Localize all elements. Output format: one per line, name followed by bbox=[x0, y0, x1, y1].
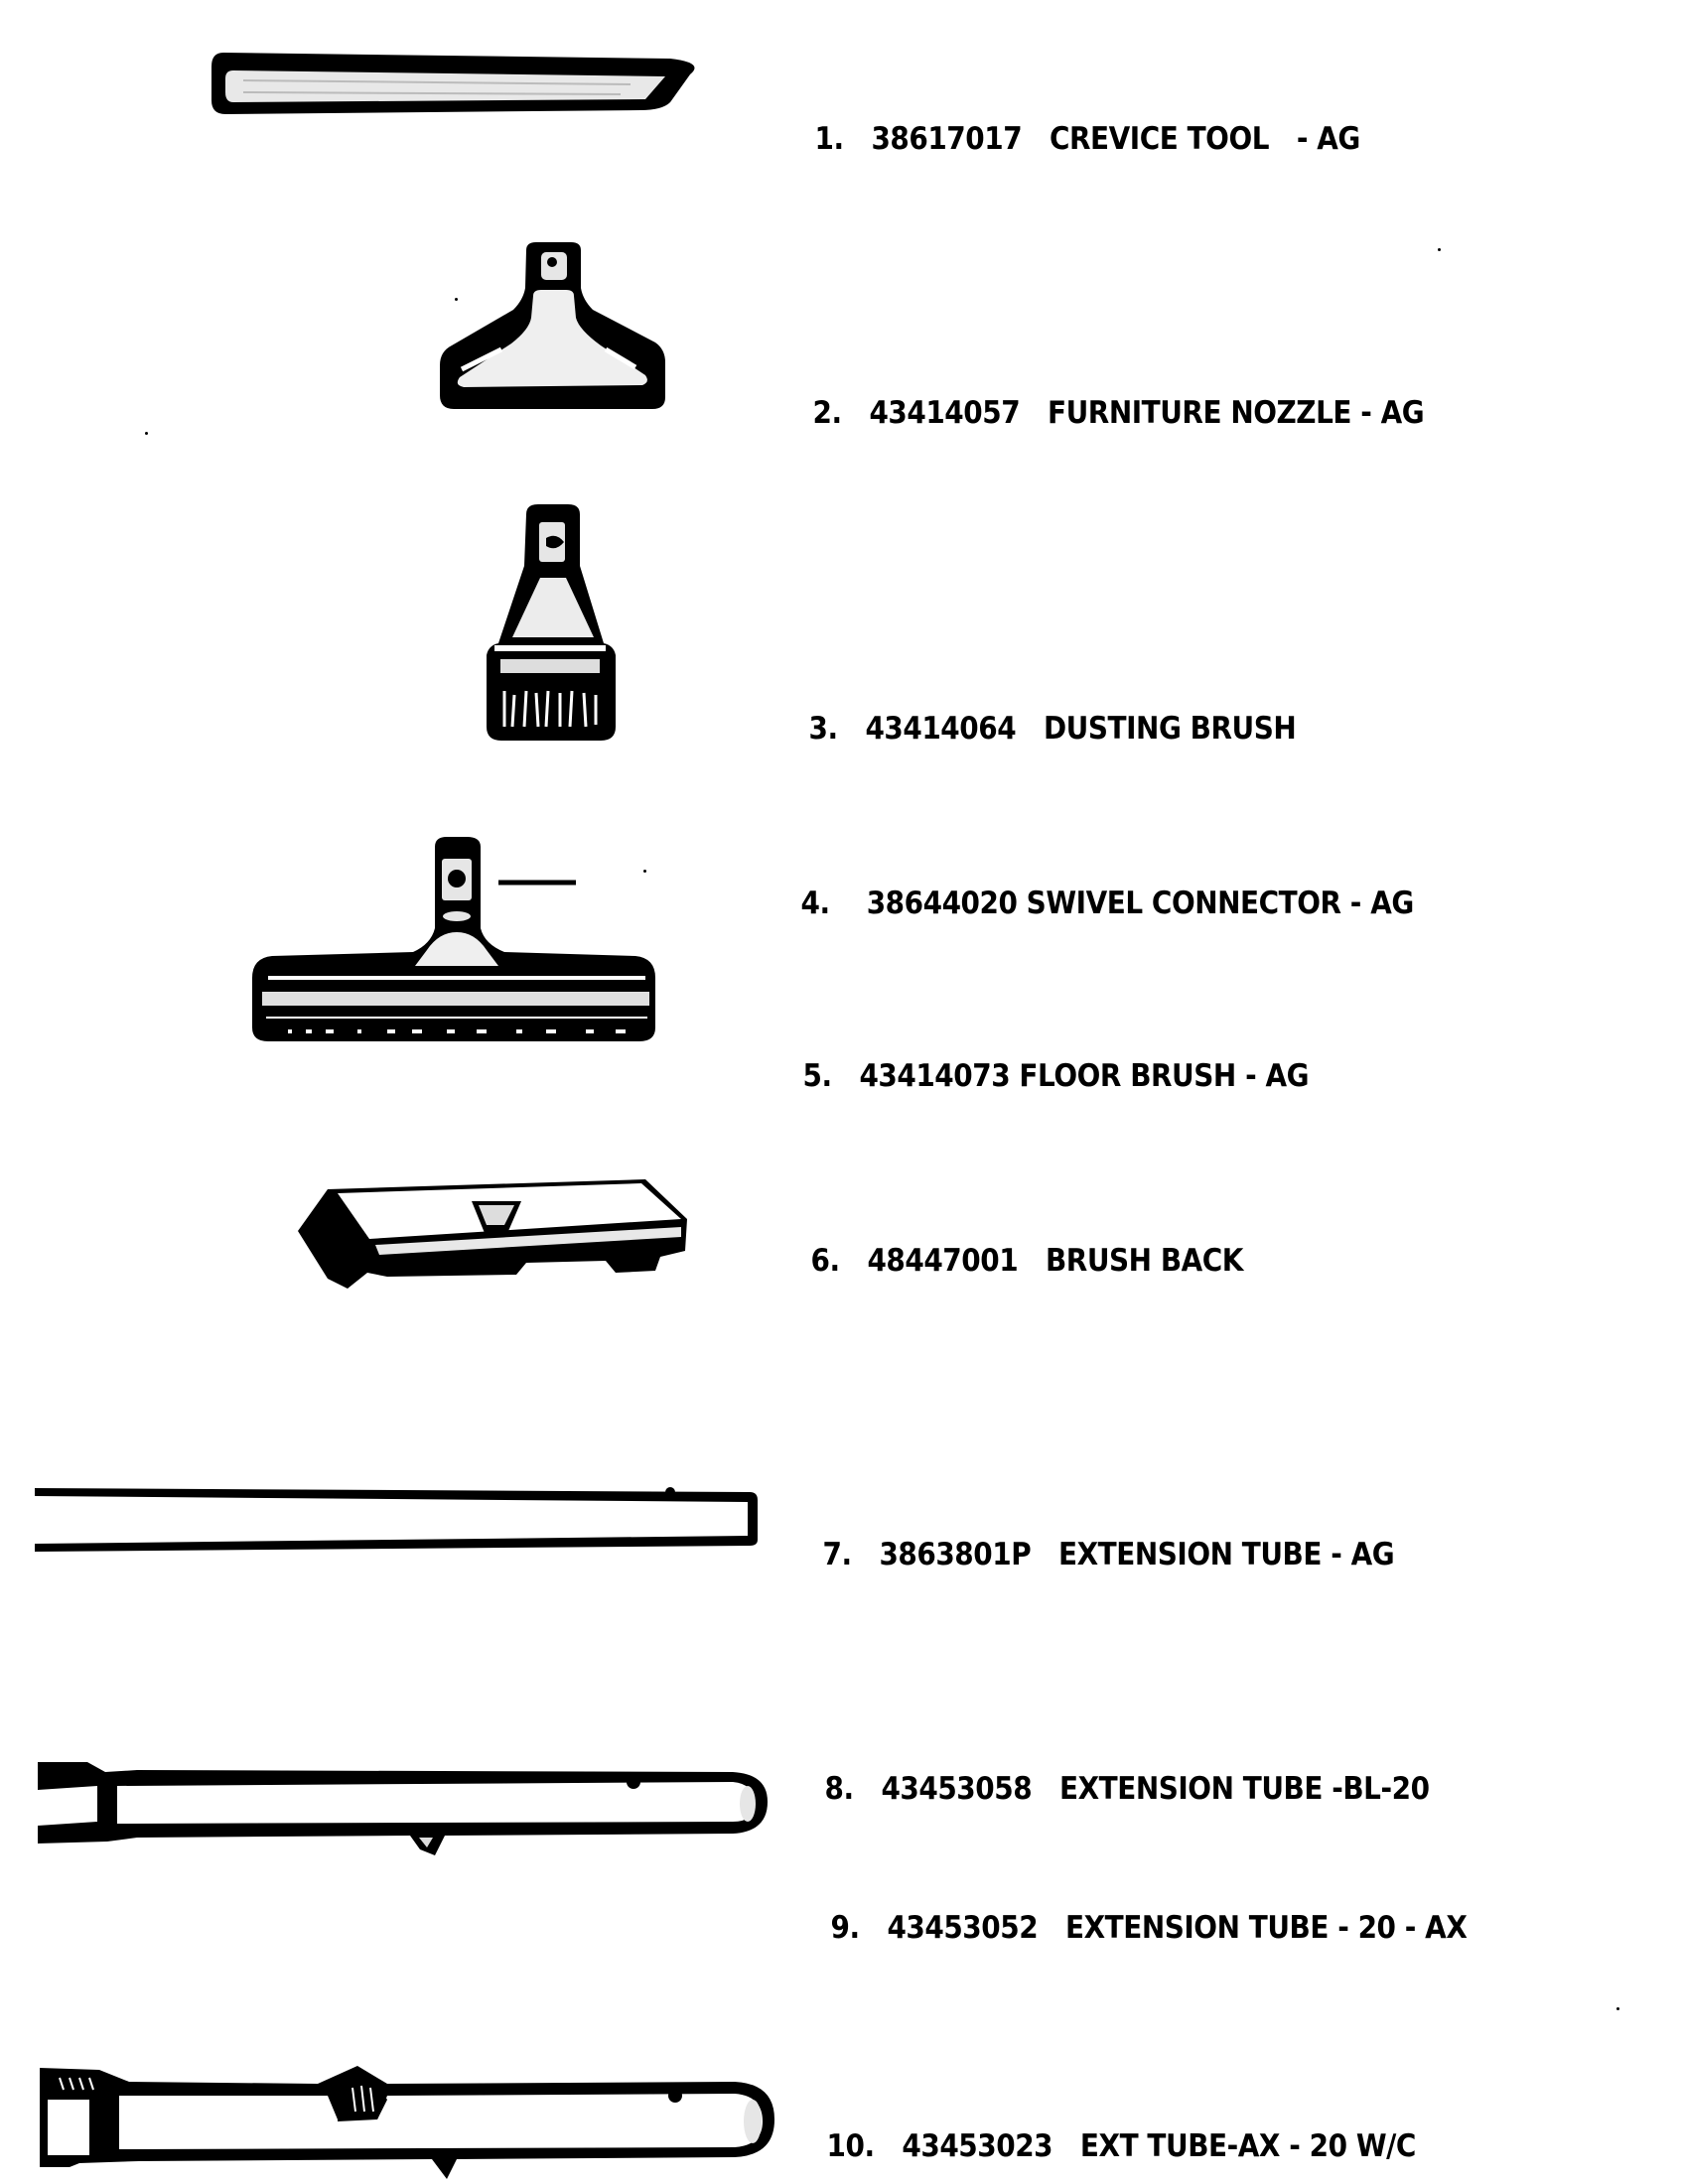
part-description: CREVICE TOOL - AG bbox=[1049, 121, 1360, 157]
part-number: 38644020 bbox=[866, 886, 1018, 921]
scan-speck bbox=[1616, 2007, 1619, 2010]
part-index: 1. bbox=[814, 121, 844, 157]
ext-tube-ax-wc-drawing bbox=[40, 2060, 774, 2184]
part-description: EXTENSION TUBE - 20 - AX bbox=[1064, 1910, 1468, 1946]
part-description: EXTENSION TUBE - AG bbox=[1058, 1537, 1395, 1572]
part-label-9 bbox=[812, 1882, 1467, 1944]
part-label-8 bbox=[806, 1743, 1430, 1805]
part-description: SWIVEL CONNECTOR - AG bbox=[1026, 886, 1414, 921]
part-description: EXTENSION TUBE -BL-20 bbox=[1058, 1771, 1430, 1807]
part-index: 9. bbox=[830, 1910, 860, 1946]
part-description: BRUSH BACK bbox=[1045, 1243, 1243, 1279]
scan-speck bbox=[145, 432, 148, 435]
part-index: 4. bbox=[800, 886, 830, 921]
part-label-2 bbox=[794, 367, 1424, 429]
extension-tube-bl-drawing bbox=[38, 1752, 772, 1871]
scan-speck bbox=[1438, 248, 1441, 251]
part-number: 43414057 bbox=[869, 395, 1021, 431]
part-label-4 bbox=[782, 858, 1414, 919]
part-number: 38617017 bbox=[871, 121, 1023, 157]
brush-back-drawing bbox=[288, 1171, 695, 1291]
part-label-6 bbox=[792, 1215, 1243, 1277]
part-index: 2. bbox=[812, 395, 842, 431]
scan-speck bbox=[643, 870, 646, 873]
part-description: DUSTING BRUSH bbox=[1043, 711, 1297, 747]
extension-tube-ag-drawing bbox=[35, 1474, 760, 1554]
crevice-tool-drawing bbox=[204, 45, 710, 124]
part-number: 48447001 bbox=[867, 1243, 1019, 1279]
part-number: 43414064 bbox=[865, 711, 1017, 747]
part-index: 8. bbox=[824, 1771, 854, 1807]
part-number: 43414073 bbox=[859, 1058, 1011, 1094]
part-label-10 bbox=[808, 2101, 1416, 2162]
scan-speck bbox=[455, 298, 458, 301]
part-index: 6. bbox=[810, 1243, 840, 1279]
part-description: EXT TUBE-AX - 20 W/C bbox=[1079, 2128, 1416, 2164]
part-index: 10. bbox=[826, 2128, 875, 2164]
part-label-7 bbox=[804, 1509, 1394, 1570]
part-number: 43453058 bbox=[881, 1771, 1033, 1807]
part-label-5 bbox=[784, 1030, 1309, 1092]
part-index: 3. bbox=[808, 711, 838, 747]
part-index: 5. bbox=[802, 1058, 832, 1094]
part-label-3 bbox=[790, 683, 1296, 745]
part-number: 43453023 bbox=[902, 2128, 1053, 2164]
dusting-brush-drawing bbox=[477, 496, 626, 745]
part-description: FLOOR BRUSH - AG bbox=[1019, 1058, 1310, 1094]
floor-brush-drawing bbox=[238, 829, 675, 1057]
part-index: 7. bbox=[822, 1537, 852, 1572]
part-description: FURNITURE NOZZLE - AG bbox=[1047, 395, 1425, 431]
part-number: 3863801P bbox=[879, 1537, 1032, 1572]
furniture-nozzle-drawing bbox=[432, 238, 680, 417]
part-label-1 bbox=[796, 93, 1360, 155]
part-number: 43453052 bbox=[887, 1910, 1039, 1946]
